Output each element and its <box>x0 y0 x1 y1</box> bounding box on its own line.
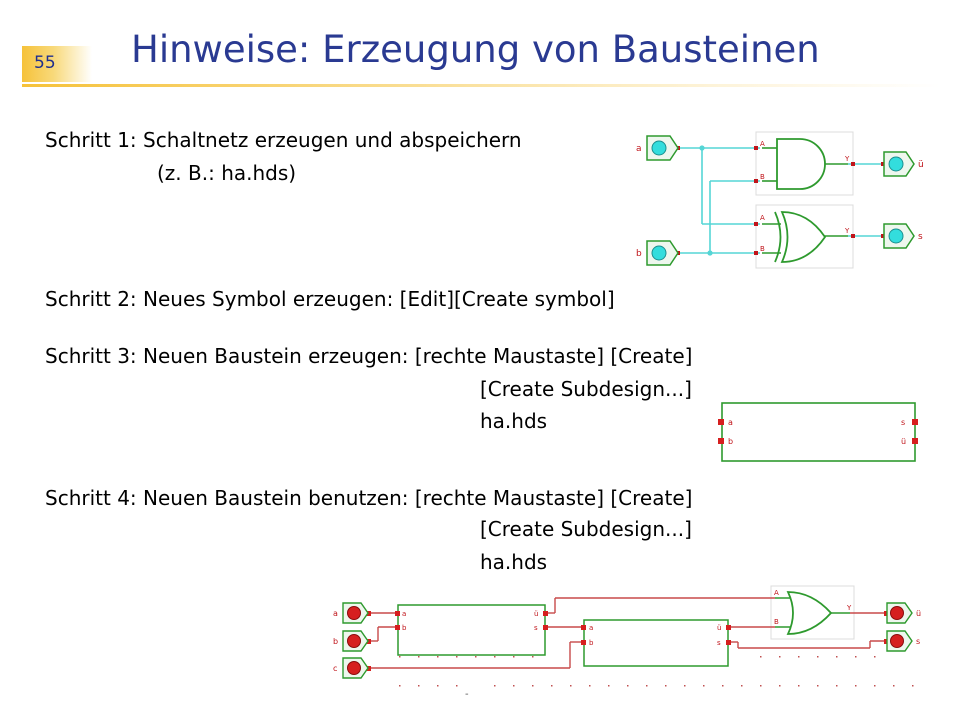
step3-line3: ha.hds <box>480 409 548 433</box>
symbol-pin-b: b <box>728 437 734 446</box>
step4-line1: Schritt 4: Neuen Baustein benutzen: [rechte Maustaste] [Create] <box>45 486 693 510</box>
port-label-carry: ü <box>916 609 922 618</box>
xor-pin-y: Y <box>845 227 850 235</box>
and-pin-b: B <box>760 173 765 181</box>
symbol-pin-s: s <box>901 418 906 427</box>
input-port-a <box>343 603 368 623</box>
step2-line1: Schritt 2: Neues Symbol erzeugen: [Edit][Create symbol] <box>45 287 615 311</box>
and-pin-y: Y <box>845 155 850 163</box>
slide-number: 55 <box>34 53 56 73</box>
output-port-carry <box>887 603 912 623</box>
input-port-c <box>343 658 368 678</box>
output-port-sum <box>887 631 912 651</box>
or-gate-icon <box>775 592 850 634</box>
port-label-sum: s <box>918 232 923 242</box>
port-label-carry: ü <box>918 160 924 170</box>
block1-pin-carry: ü <box>534 610 539 618</box>
xor-pin-a: A <box>760 214 765 222</box>
block2-pin-a: a <box>589 624 594 632</box>
step1-line1: Schritt 1: Schaltnetz erzeugen und abspeichern <box>45 128 522 152</box>
and-pin-a: A <box>760 140 765 148</box>
step4-line2: [Create Subdesign...] <box>480 517 692 541</box>
symbol-pin-a: a <box>728 418 733 427</box>
stray-mark: - <box>465 689 469 700</box>
or-pin-b: B <box>774 618 779 626</box>
port-label-b: b <box>636 249 642 259</box>
block1-pin-b: b <box>402 624 407 632</box>
port-label-b: b <box>333 637 339 646</box>
port-label-c: c <box>333 664 338 673</box>
step3-line2: [Create Subdesign...] <box>480 377 692 401</box>
or-pin-a: A <box>774 589 779 597</box>
port-label-a: a <box>636 144 642 154</box>
slide-title: Hinweise: Erzeugung von Bausteinen <box>131 28 820 71</box>
symbol-pin-carry: ü <box>901 437 907 446</box>
block1-pin-a: a <box>402 610 407 618</box>
or-pin-y: Y <box>847 604 852 612</box>
xor-pin-b: B <box>760 245 765 253</box>
block2-pin-carry: ü <box>717 624 722 632</box>
step1-line2: (z. B.: ha.hds) <box>157 161 297 185</box>
block2-pin-s: s <box>717 639 721 647</box>
step4-line3: ha.hds <box>480 550 548 574</box>
half-adder-block-2 <box>584 620 728 666</box>
port-label-sum: s <box>916 637 921 646</box>
block2-pin-b: b <box>589 639 594 647</box>
step3-line1: Schritt 3: Neuen Baustein erzeugen: [rechte Maustaste] [Create] <box>45 344 693 368</box>
block1-pin-s: s <box>534 624 538 632</box>
half-adder-block-1 <box>398 605 545 655</box>
input-port-b <box>343 631 368 651</box>
port-label-a: a <box>333 609 338 618</box>
